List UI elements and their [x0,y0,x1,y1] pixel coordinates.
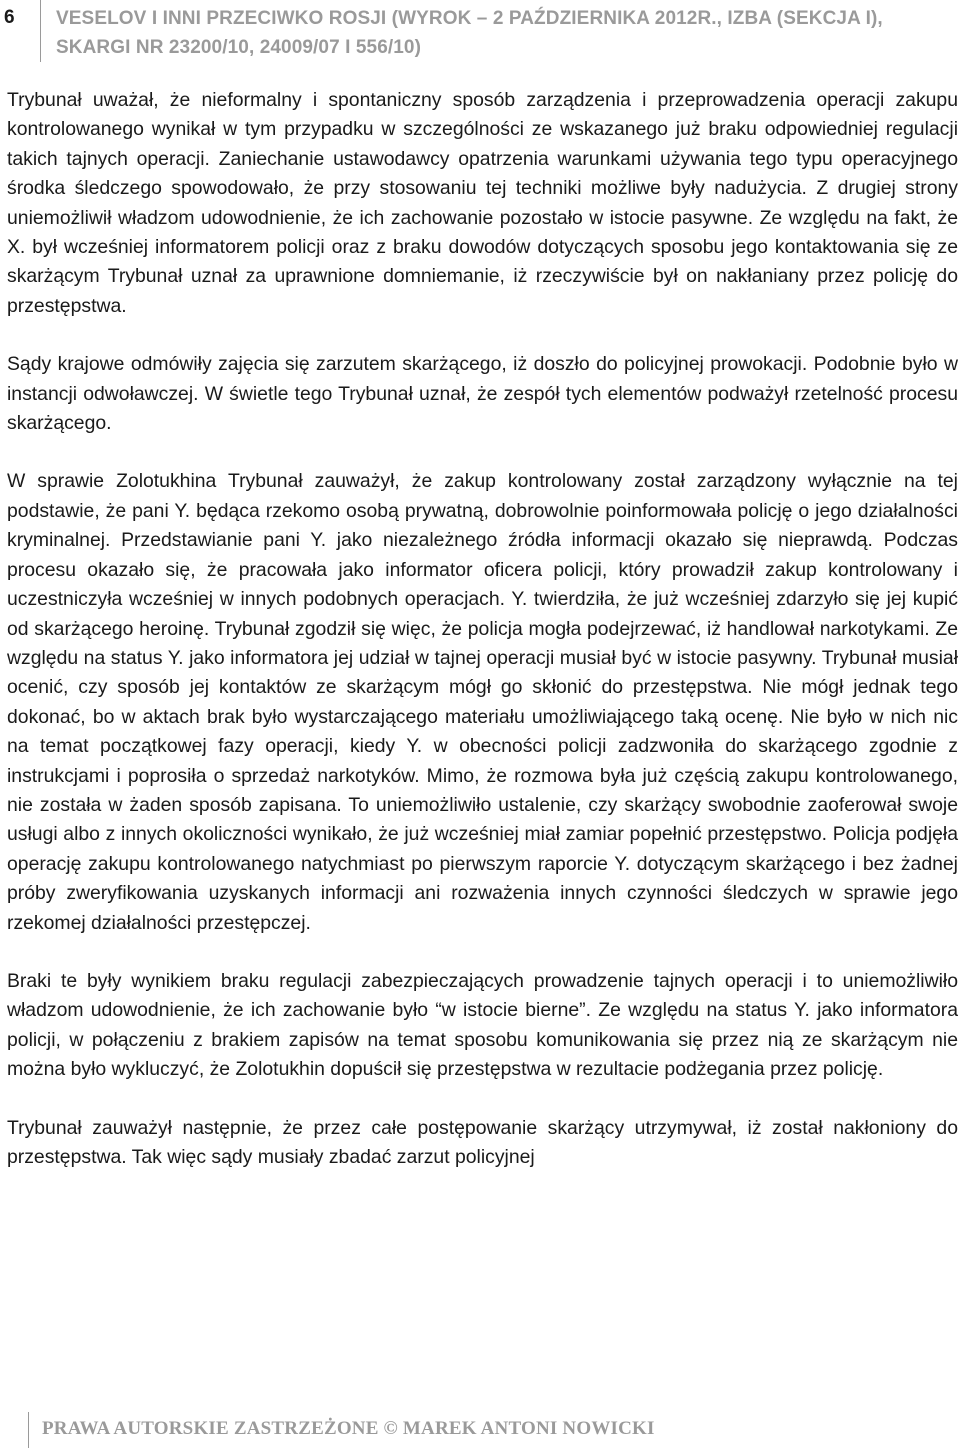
paragraph: Trybunał zauważył następnie, że przez całe postępowanie skarżący utrzymywał, iż został nakłoniony do przestępstwa. Tak więc sądy musiały zbadać zarzut policyjnej [7,1116,958,1168]
footer-divider [28,1412,29,1448]
header-divider [40,0,41,62]
copyright-notice: PRAWA AUTORSKIE ZASTRZEŻONE © MAREK ANTONI NOWICKI [42,1418,655,1439]
paragraph: Trybunał uważał, że nieformalny i spontaniczny sposób zarządzenia i przeprowadzenia operacji zakupu kontrolowanego wynikał w tym przypadku w szczególności ze wskazanego już braku odpowiedniej regulacji takich tajnych operacji. Zaniechanie ustawodawcy opatrzenia warunkami używania tego typu operacyjnego środka śledczego spowodowało, że przy stosowaniu tej techniki możliwe były nadużycia. Z drugiej strony uniemożliwił władzom udowodnienie, że ich zachowanie pozostało w istocie pasywne. Ze względu na fakt, że X. był wcześniej informatorem policji oraz z braku dowodów dotyczących sposobu jego kontaktowania się ze skarżącym Trybunał uznał za uprawnione domniemanie, iż rzeczywiście był on nakłaniany przez policję do przestępstwa. [7,89,958,317]
document-body [7,86,958,1201]
page-number: 6 [4,7,15,28]
paragraph: Sądy krajowe odmówiły zajęcia się zarzutem skarżącego, iż doszło do policyjnej prowokacji. Podobnie było w instancji odwoławczej. W świetle tego Trybunał uznał, że zespół tych elementów podważył rzetelność procesu skarżącego. [7,353,958,435]
paragraph: W sprawie Zolotukhina Trybunał zauważył, że zakup kontrolowany został zarządzony wyłącznie na tej podstawie, że pani Y. będąca rzekomo osobą prywatną, dobrowolnie poinformowała policję o jego działalności kryminalnej. Przedstawianie pani Y. jako niezależnego źródła informacji okazało się nieprawdą. Podczas procesu okazało się, że pracowała jako informator oficera policji, który prowadził zakup kontrolowany i uczestniczyła wcześniej w innych podobnych operacjach. Y. twierdziła, że już wcześniej zdarzyło się jej kupić od skarżącego heroinę. Trybunał zgodził się więc, że policja mogła podejrzewać, iż handlował narkotykami. Ze względu na status Y. jako informatora jej udział w tajnej operacji musiał być w istocie pasywny. Trybunał musiał ocenić, czy sposób jej kontaktów ze skarżącym mógł go skłonić do przestępstwa. Nie mógł jednak tego dokonać, bo w aktach brak było wystarczającego materiału umożliwiającego taką ocenę. Nie było w nich nic na temat początkowej fazy operacji, kiedy Y. w obecności policji zadzwoniła do skarżącego zgodnie z instrukcjami i poprosiła o sprzedaż narkotyków. Mimo, że rozmowa była już częścią zakupu kontrolowanego, nie została w żaden sposób zapisana. To uniemożliwiło ustalenie, czy skarżący swobodnie zaoferował swoje usługi albo z innych okoliczności wynikało, że już wcześniej miał zamiar popełnić przestępstwo. Policja podjęła operację zakupu kontrolowanego natychmiast po pierwszym raporcie Y. dotyczącym skarżącego i bez żadnej próby zweryfikowania uzyskanych informacji ani rozważenia innych czynności śledczych w sprawie jego rzekomej działalności przestępczej. [7,470,958,934]
paragraph: Braki te były wynikiem braku regulacji zabezpieczających prowadzenie tajnych operacji i to uniemożliwiło władzom udowodnienie, że ich zachowanie było “w istocie bierne”. Ze względu na status Y. jako informatora policji, w połączeniu z brakiem zapisów na temat sposobu komunikowania się przez nią ze skarżącym nie można było wykluczyć, że Zolotukhin dopuścił się przestępstwa w rezultacie podżegania przez policję. [7,969,958,1081]
running-header: VESELOV I INNI PRZECIWKO ROSJI (WYROK – 2 PAŹDZIERNIKA 2012R., IZBA (SEKCJA I), SKARGI NR 23200/10, 24009/07 I 556/10) [56,8,883,58]
page-footer [28,1412,928,1448]
